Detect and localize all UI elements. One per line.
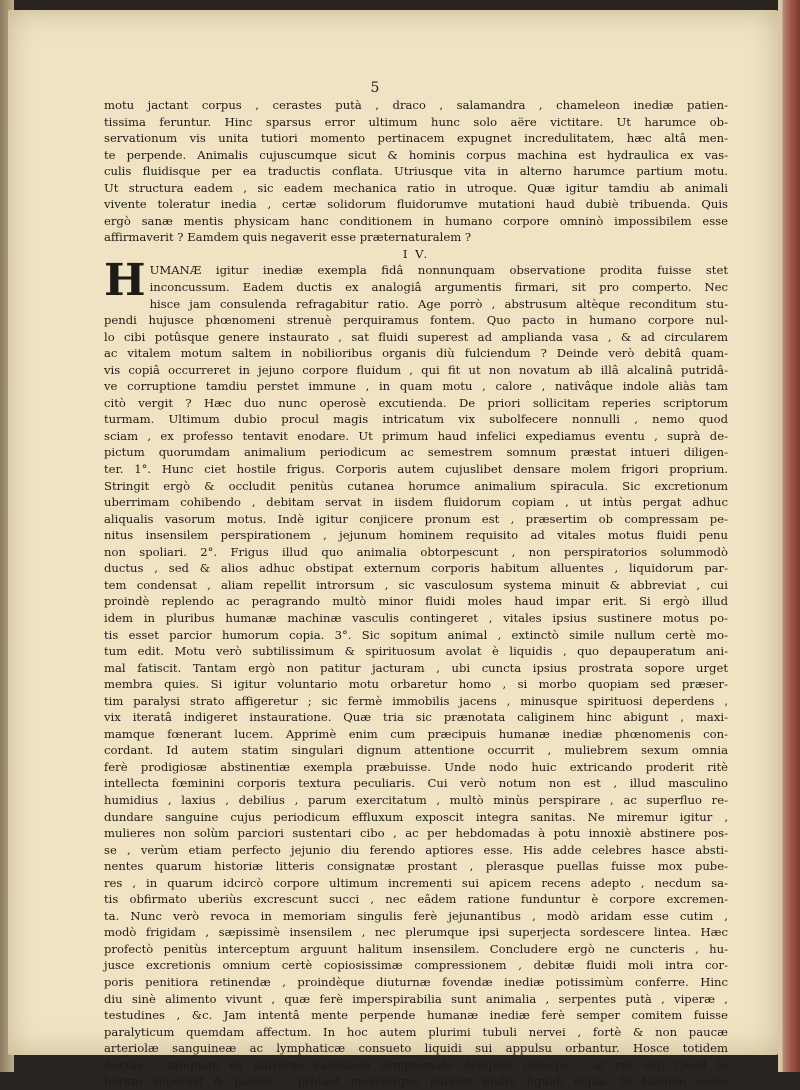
text-line: ergò sanæ mentis physicam hanc conditionem in humano corpore omninò impossibilem esse (104, 213, 728, 228)
text-line: tis esset parcior humorum copia. 3°. Sic sopitum animal , extinctò simile nullum certè mo- (104, 627, 728, 642)
page-edge (778, 0, 800, 1072)
text-line: jusce excretionis omnium certè copiosissimæ compressionem , debitæ fluidi moli intra cor- (104, 958, 728, 973)
text-line: servationum vis unita tutiori momento pertinacem expugnet incredulitatem, hæc altâ men- (104, 131, 728, 146)
text-line: citò vergit ? Hæc duo nunc operosè excutienda. De priori sollicitam reperies scriptorum (104, 395, 728, 410)
drop-cap: H (104, 255, 146, 307)
text-line: ductus , sed & alios adhuc obstipat externum corporis habitum alluentes , liquidorum par- (104, 561, 728, 576)
paragraph-2-body (104, 296, 728, 1090)
text-line: tissima feruntur. Hinc sparsus error ultimum hunc solo aëre victitare. Ut harumce ob- (104, 114, 728, 129)
text-line: te perpende. Animalis cujuscumque sicut & hominis corpus machina est hydraulica ex vas- (104, 147, 728, 162)
text-line: nitus insensilem perspirationem , jejunum hominem requisito ad vitales motus fluidi penu (104, 528, 728, 543)
text-line: mal fatiscit. Tantam ergò non patitur jacturam , ubi cuncta ipsius prostrata sopore urget (104, 660, 728, 675)
text-line: tis obfirmato uberiùs excrescunt succi , nec eâdem ratione funduntur è corpore excremen- (104, 892, 728, 907)
text-line: tem condensat , aliam repellit introrsum , sic vasculosum systema minuit & abbreviat , cui (104, 577, 728, 592)
text-line: mamque fœnerant lucem. Apprimè enim cum præcipuis humanæ inediæ phœnomenis con- (104, 726, 728, 741)
text-line: idem in pluribus humanæ machinæ vasculis contingeret , vitales ipsius sustinere motus po- (104, 610, 728, 625)
text-line: ter. 1°. Hunc ciet hostile frigus. Corporis autem cujuslibet densare molem frigori proprium. (104, 462, 728, 477)
text-line: tum edit. Motu verò subtilissimum & spirituosum avolat è liquidis , quo depauperatum ani- (104, 644, 728, 659)
text-line: vis copiâ occurreret in jejuno corpore fluidum , qui fit ut non novatum ab illâ alcalinâ putridâ- (104, 362, 728, 377)
text-line: hisce jam consulenda refragabitur ratio. Age porrò , abstrusum altèque reconditum stu- (149, 296, 728, 311)
text-line: diu sinè alimento vivunt , quæ ferè imperspirabilia sunt animalia , serpentes putà , viperæ , (104, 991, 728, 1006)
text-block (104, 97, 728, 1089)
text-line: vivente toleratur inedia , certæ solidorum fluidorumve mutationi haud dubiè tribuenda. Quis (104, 197, 728, 212)
text-line: lo cibi potûsque genere instaurato , sat fluidi superest ad amplianda vasa , & ad circularem (104, 329, 728, 344)
text-line: turmam. Ultimum dubio procul magis intricatum vix subolfecere nonnulli , nemo quod (104, 412, 728, 427)
text-line: dundare sanguine cujus periodicum effluxum exposcit integra sanitas. Ne miremur igitur , (104, 809, 728, 824)
text-line: testudines , &c. Jam intentâ mente perpende humanæ inediæ ferè semper comitem fuisse (104, 1008, 728, 1023)
text-line: poris penitiora retinendæ , proindèque diuturnæ fovendæ inediæ potissimùm conferre. Hinc (104, 974, 728, 989)
text-line: proindè replendo ac peragrando multò minor fluidi moles haud impar erit. Si ergò illud (104, 594, 728, 609)
text-line: affirmaverit ? Eamdem quis negaverit esse præternaturalem ? (104, 230, 472, 245)
text-line: se , verùm etiam perfecto jejunio diu ferendo aptiores esse. His adde celebres hasce absti- (104, 842, 728, 857)
page-number: 5 (370, 80, 380, 96)
text-line: ac vitalem motum saltem in nobilioribus organis diù fulciendum ? Deinde verò debitâ quam- (104, 346, 728, 361)
section-heading: I V. (402, 246, 430, 261)
text-line: membra quies. Si igitur voluntario motu orbaretur homo , si morbo quopiam sed præser- (104, 677, 728, 692)
text-line: berum superest & patens , proluet movebitque parcior multò liquidi copia. Id tandem sedu- (104, 1074, 728, 1089)
text-line: profectò penitùs interceptum arguunt halitum insensilem. Concludere ergò ne cuncteris , hu- (104, 941, 728, 956)
text-line: intellecta fœminini corporis textura peculiaris. Cui verò notum non est , illud masculino (104, 776, 728, 791)
text-line: pendi hujusce phœnomeni strenuè perquiramus fontem. Quo pacto in humano corpore nul- (104, 313, 728, 328)
text-line: sciam , ex professo tentavit enodare. Ut primum haud infelici expediamus eventu , suprà de- (104, 428, 728, 443)
text-line: paralyticum quemdam affectum. In hoc autem plurimi tubuli nervei , fortè & non paucæ (104, 1024, 728, 1039)
paragraph-2 (104, 255, 728, 1089)
text-line: nentes quarum historiæ litteris consignatæ prostant , plerasque puellas fuisse mox pube- (104, 859, 728, 874)
text-line: Stringit ergò & occludit penitùs cutanea horumce animalium spiracula. Sic excretionum (104, 478, 728, 493)
text-line: mulieres non solùm parciori sustentari cibo , ac per hebdomadas à potu innoxiè abstinere pos- (104, 826, 728, 841)
paragraph-1 (104, 97, 728, 246)
text-line: cordant. Id autem statim singulari dignum attentione occurrit , muliebrem sexum omnia (104, 743, 728, 758)
text-line: uberrimam cohibendo , debitam servat in iisdem fluidorum copiam , ut intùs pergat adhuc (104, 495, 728, 510)
text-line: ta. Nunc verò revoca in memoriam singulis ferè jejunantibus , modò aridam esse cutim , (104, 908, 728, 923)
text-line: humidius , laxius , debilius , parum exercitatum , multò minùs perspirare , ac superfluo re- (104, 792, 728, 807)
text-line: arteriolæ sanguineæ ac lymphaticæ consueto liquidi sui appulsu orbantur. Hosce totidem (104, 1041, 728, 1056)
text-line: modò frigidam , sæpissimè insensilem , nec plerumque ipsi superjecta sordescere lintea. Hæc (104, 925, 728, 940)
text-line: tim paralysi strato affigeretur ; sic fermè immobilis jacens , minusque spirituosi deperdens , (104, 693, 728, 708)
text-line: ductus , tanquam ex universo vasculoso symptomate demptos concipe , ut res est. Quod li- (104, 1057, 728, 1072)
text-line: UMANÆ igitur inediæ exempla fidâ nonnunquam observatione prodita fuisse stet (149, 263, 728, 278)
text-line: motu jactant corpus , cerastes putà , draco , salamandra , chameleon inediæ patien- (104, 98, 728, 112)
text-line: inconcussum. Eadem ductis ex analogiâ argumentis firmari, sit pro comperto. Nec (149, 280, 728, 295)
paragraph-2-opening (104, 262, 728, 295)
text-line: ferè prodigiosæ abstinentiæ exempla præbuisse. Unde nodo huic extricando proderit ritè (104, 759, 728, 774)
text-line: Ut structura eadem , sic eadem mechanica ratio in utroque. Quæ igitur tamdiu ab animali (104, 180, 728, 195)
text-line: vix iteratâ indigeret instauratione. Quæ tria sic prænotata caliginem hinc abigunt , maxi- (104, 710, 728, 725)
text-line: aliqualis vasorum motus. Indè igitur conjicere pronum est , præsertim ob compressam pe- (104, 511, 728, 526)
text-line: res , in quarum idcircò corpore ultimum incrementi sui apicem recens adepto , necdum sa- (104, 875, 728, 890)
text-line: pictum quorumdam animalium periodicum ac semestrem somnum præstat intueri diligen- (104, 445, 728, 460)
text-line: non spoliari. 2°. Frigus illud quo animalia obtorpescunt , non perspiratorios solummodò (104, 544, 728, 559)
text-line: culis fluidisque per ea traductis conflata. Utriusque vita in alterno harumce partium motu. (104, 164, 728, 179)
text-line: ve corruptione tamdiu perstet immune , in quam motu , calore , nativâque indole aliàs tam (104, 379, 728, 394)
